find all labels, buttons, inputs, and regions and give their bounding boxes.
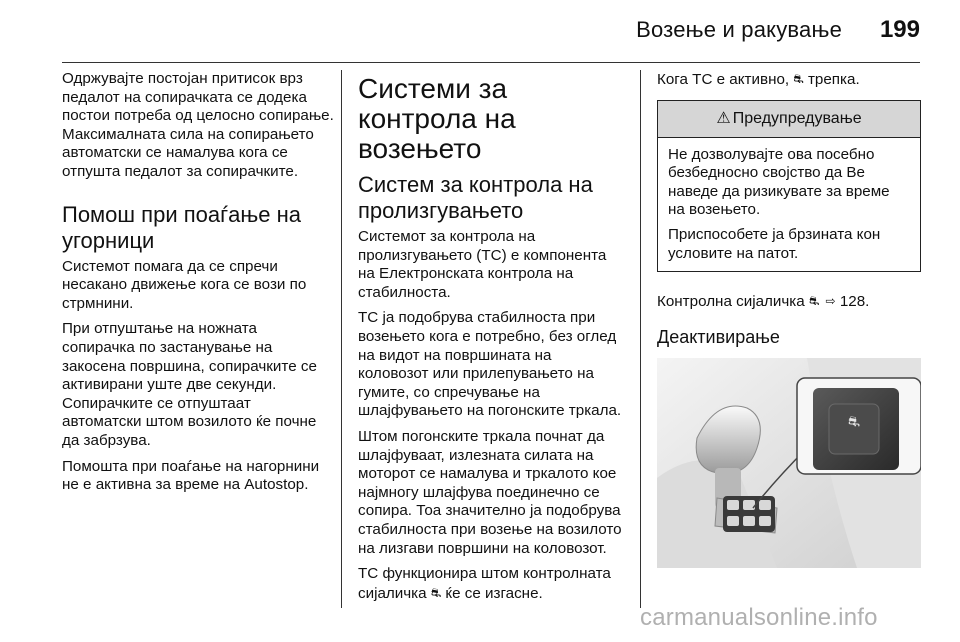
lamp-reference-page[interactable]: 128.: [839, 293, 870, 311]
tc-active-start: Кога TC е активно,: [657, 71, 790, 88]
tc-paragraph-4-start: TC функционира штом контролната сијаличка: [358, 565, 611, 602]
column-right: [657, 70, 921, 568]
tc-paragraph-4: [358, 565, 626, 603]
warning-header: [658, 101, 920, 138]
tc-paragraph-4-end: ќе се изгасне.: [445, 584, 543, 602]
warning-paragraph-2: Приспособете ја брзината кон условите на патот.: [668, 225, 881, 262]
column-divider: [341, 70, 342, 608]
tc-paragraph-2: TC ја подобрува стабилноста при возењето кога е потребно, без оглед на видот на површината на коловозот или прилепувањето на гумите, со спречување на шлајфувањето на погонските тркала.: [358, 309, 622, 420]
warning-box: [657, 100, 921, 273]
tc-button-illustration: [657, 358, 921, 568]
warning-title: Предупредување: [732, 109, 862, 127]
tc-warning-lamp-icon: ⛐: [793, 72, 804, 86]
column-middle: [358, 70, 626, 610]
cross-reference-icon[interactable]: ⇨: [825, 294, 836, 309]
tc-button-photo: [657, 358, 921, 568]
hill-paragraph-3: Помошта при поаѓање на нагорнини не е активна за време на Autostop.: [62, 457, 320, 494]
watermark: carmanualsonline.info: [640, 604, 878, 631]
deactivation-heading: Деактивирање: [657, 326, 780, 347]
page-number: 199: [879, 16, 920, 43]
tc-warning-lamp-icon: ⛐: [808, 294, 820, 309]
column-left: [62, 70, 334, 502]
lamp-reference: [657, 292, 921, 312]
lamp-reference-text: Контролна сијаличка: [657, 293, 805, 311]
warning-triangle-icon: ⚠: [716, 109, 731, 127]
hill-paragraph-1: Системот помага да се спречи несакано движење кога се вози по стрмнини.: [62, 257, 307, 312]
header-rule: [62, 62, 920, 63]
column-divider: [640, 70, 641, 608]
driving-control-heading: Системи за контрола на возењето: [358, 73, 516, 164]
tc-warning-lamp-icon: ⛐: [430, 585, 442, 600]
tc-paragraph-3: Штом погонските тркала почнат да шлајфуваат, излезната силата на моторот се намалува и тркалото кое најмногу шлајфува поединечно се сопира. Тоа значително ја подобрува стабилноста при возење на возилото на лизгави површини на коловозот.: [358, 427, 622, 557]
warning-body: [658, 138, 920, 272]
warning-paragraph-1: Не дозволувајте ова посебно безбедносно својство да Ве наведе да ризикувате за време на возењето.: [668, 145, 890, 219]
svg-text:⛐: ⛐: [847, 413, 861, 430]
traction-control-heading: Систем за контрола на пролизгувањето: [358, 172, 593, 223]
hill-paragraph-2: При отпуштање на ножната сопирачка по застанување на закосена површина, сопирачките се активирани уште две секунди. Сопирачките се отпуштаат автоматски штом возилото ќе почне да забрзува.: [62, 320, 317, 449]
tc-active-text: [657, 70, 921, 90]
tc-active-end: трепка.: [807, 71, 860, 88]
hill-start-heading: Помош при поаѓање на угорници: [62, 201, 301, 253]
intro-paragraph: Одржувајте постојан притисок врз педалот на сопирачката се додека постои потреба од целосно сопирање. Максималната сила на сопирањето автоматски се намалува кога се отпушта педалот за сопирачките.: [62, 70, 334, 180]
page-header: [0, 0, 960, 62]
header-title: Возење и ракување: [636, 17, 842, 42]
tc-paragraph-1: Системот за контрола на пролизгувањето (TC) е компонента на Електронската контрола на стабилноста.: [358, 228, 607, 301]
